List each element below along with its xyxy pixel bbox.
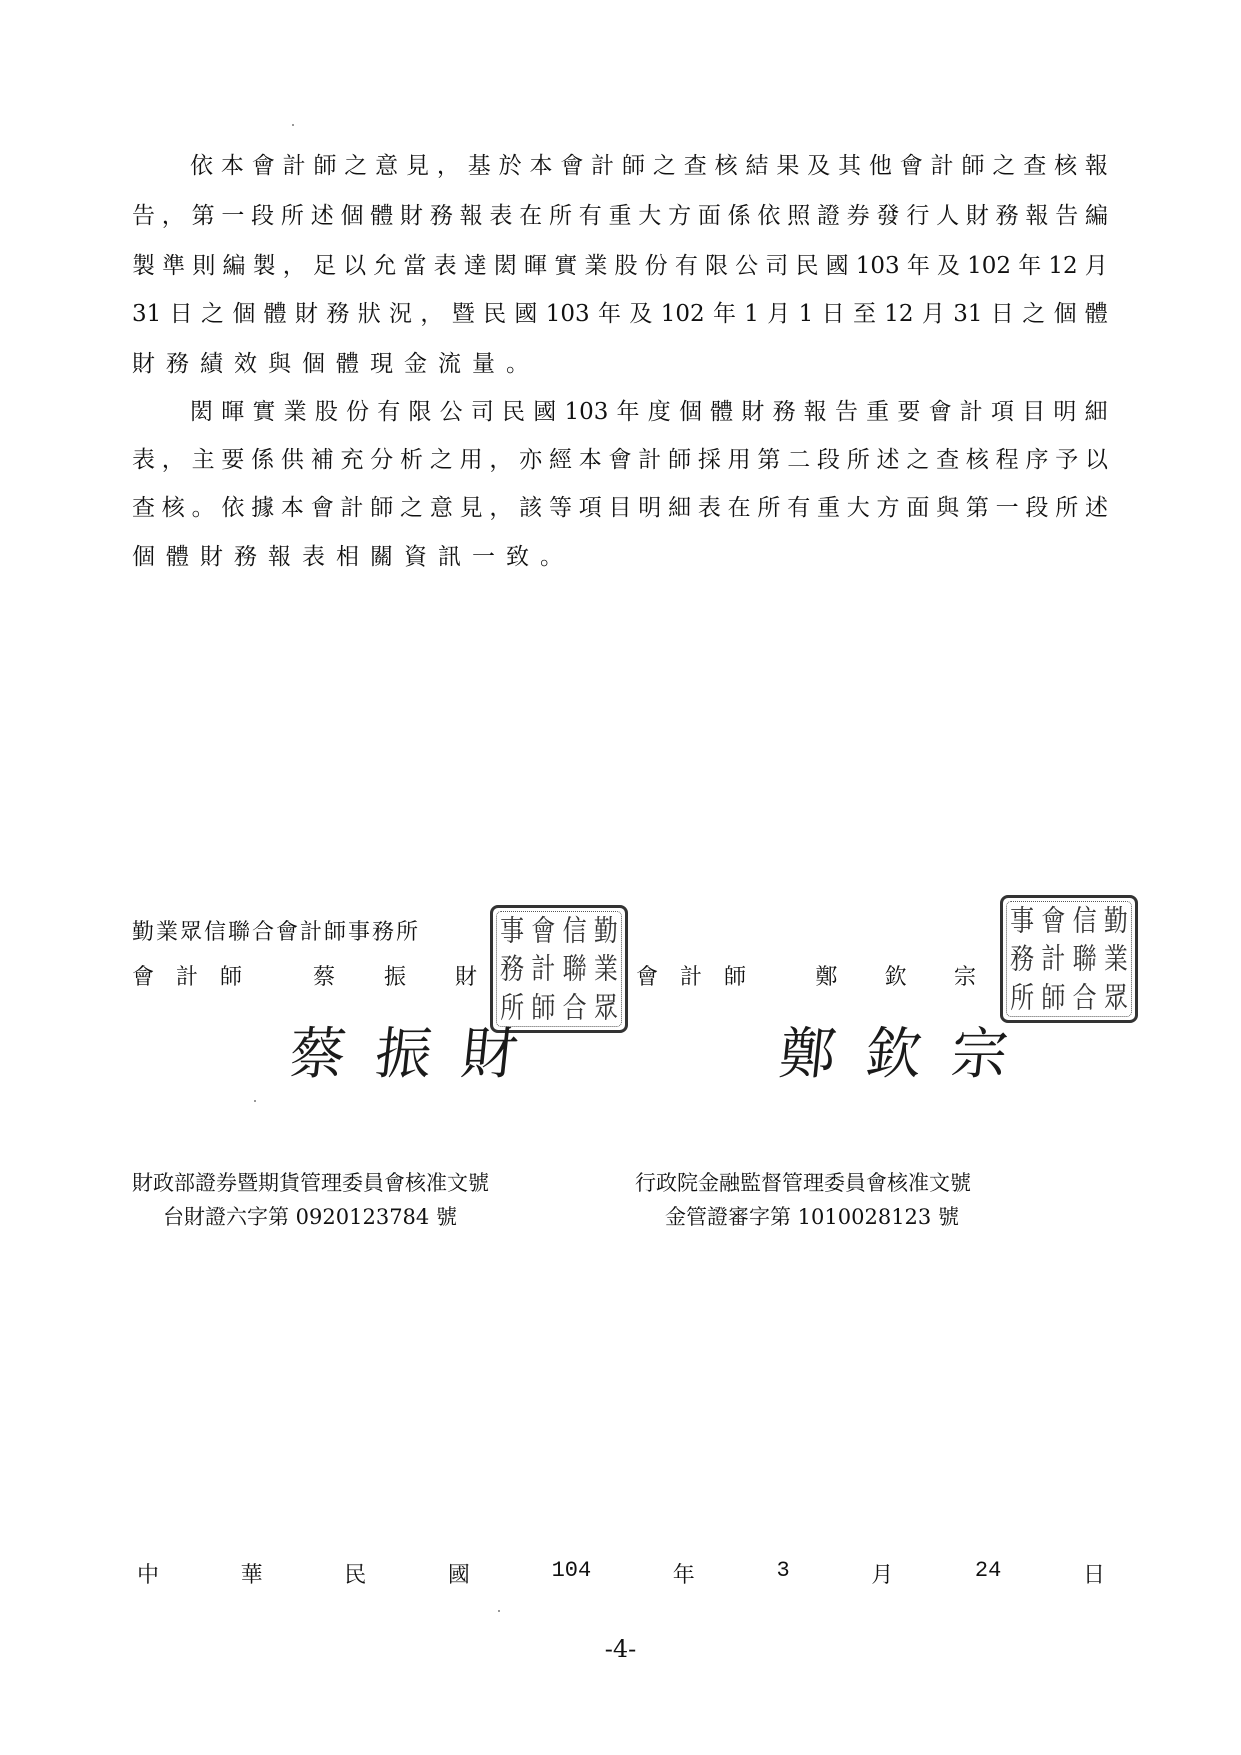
text-glyph: 會	[928, 399, 952, 425]
text-glyph: 年	[616, 399, 640, 425]
cpa1-signature: 蔡振財	[286, 1022, 551, 1087]
text-glyph: 之	[992, 153, 1016, 179]
text-glyph: 本	[220, 153, 244, 179]
text-glyph: 份	[346, 399, 370, 425]
seal-glyph: 事	[1010, 903, 1035, 938]
date-part: 民	[344, 1564, 367, 1589]
seal-glyph: 眾	[593, 990, 618, 1025]
text-glyph: 暉	[221, 399, 245, 425]
seal-glyph: 聯	[562, 952, 587, 986]
approval-authority-left: 財政部證券暨期貨管理委員會核准文號	[132, 1171, 489, 1195]
text-glyph: 況	[389, 301, 413, 327]
text-glyph: 允	[373, 253, 397, 279]
text-glyph: 師	[622, 153, 646, 179]
text-glyph: 民	[502, 399, 526, 425]
text-glyph: 序	[1025, 447, 1049, 473]
seal-glyph: 計	[1041, 942, 1066, 976]
text-glyph: 果	[776, 153, 800, 179]
text-glyph: 重	[816, 495, 840, 521]
text-glyph: 足	[312, 253, 336, 279]
text-glyph: 會	[608, 447, 632, 473]
text-glyph: 務	[429, 203, 453, 229]
text-glyph: ，	[489, 447, 513, 473]
text-glyph: 項	[990, 399, 1014, 425]
text-glyph: 狀	[357, 301, 381, 327]
paragraph1-line2	[132, 200, 1108, 232]
text-glyph: ，	[161, 447, 185, 473]
text-glyph: 所	[1055, 495, 1079, 521]
text-glyph: 。	[191, 495, 215, 521]
text-glyph: 查	[132, 495, 155, 521]
text-glyph: 以	[1085, 447, 1108, 473]
text-glyph: 計	[638, 447, 662, 473]
text-glyph: 在	[727, 495, 751, 521]
text-glyph: 實	[554, 253, 578, 279]
text-glyph: 目	[1022, 399, 1046, 425]
text-glyph: 發	[876, 203, 900, 229]
seal-glyph: 業	[1103, 942, 1128, 976]
text-glyph: 明	[1053, 399, 1077, 425]
text-glyph: 103	[855, 253, 900, 279]
text-glyph: 司	[470, 399, 494, 425]
date-part: 104	[551, 1558, 592, 1583]
text-glyph: 會	[310, 495, 334, 521]
text-glyph: 行	[906, 203, 930, 229]
text-glyph: 細	[1084, 399, 1108, 425]
text-glyph: 程	[995, 447, 1019, 473]
text-glyph: 在	[519, 203, 543, 229]
text-glyph: 1	[798, 301, 814, 327]
text-glyph: 會	[560, 153, 584, 179]
text-glyph: 業	[584, 253, 608, 279]
text-glyph: 編	[222, 253, 246, 279]
text-glyph: 則	[192, 253, 216, 279]
text-glyph: 務	[995, 203, 1019, 229]
scan-speck	[292, 124, 294, 126]
date-part: 華	[240, 1564, 263, 1589]
page-number: -4-	[604, 1635, 637, 1663]
text-glyph: 方	[668, 203, 692, 229]
text-glyph: 述	[1085, 495, 1108, 521]
text-glyph: ，	[420, 301, 444, 327]
text-glyph: 暨	[451, 301, 475, 327]
seal-glyph: 務	[500, 952, 525, 986]
text-glyph: 細	[668, 495, 692, 521]
text-glyph: 國	[825, 253, 849, 279]
text-glyph: 第	[965, 495, 989, 521]
seal-glyph: 師	[1041, 980, 1066, 1015]
text-glyph: 之	[344, 153, 368, 179]
text-glyph: 面	[906, 495, 930, 521]
text-glyph: 1	[744, 301, 759, 327]
scan-speck	[498, 1610, 500, 1612]
text-glyph: 達	[463, 253, 487, 279]
text-glyph: 表	[132, 447, 155, 473]
text-glyph: 其	[838, 153, 862, 179]
text-glyph: 師	[961, 153, 985, 179]
text-glyph: 意	[429, 495, 453, 521]
text-glyph: 國	[533, 399, 557, 425]
text-glyph: 表	[697, 495, 721, 521]
text-glyph: 準	[162, 253, 186, 279]
text-glyph: 之	[200, 301, 224, 327]
text-glyph: 查	[1023, 153, 1047, 179]
text-glyph: 之	[652, 153, 676, 179]
report-date	[137, 1558, 1105, 1589]
text-glyph: 本	[578, 447, 602, 473]
text-glyph: 股	[614, 253, 638, 279]
text-glyph: 102	[660, 301, 705, 327]
seal-glyph: 所	[1010, 980, 1035, 1015]
text-glyph: 日	[990, 301, 1014, 327]
text-glyph: 所	[548, 203, 572, 229]
text-glyph: 財	[741, 399, 765, 425]
text-glyph: 據	[251, 495, 275, 521]
text-glyph: 個	[232, 301, 256, 327]
text-glyph: 12	[1048, 253, 1078, 279]
text-glyph: 計	[959, 399, 983, 425]
date-part: 日	[1082, 1564, 1105, 1589]
text-glyph: 於	[498, 153, 522, 179]
text-glyph: 月	[767, 301, 791, 327]
text-glyph: 報	[803, 399, 827, 425]
text-glyph: 實	[252, 399, 276, 425]
text-glyph: 閎	[493, 253, 517, 279]
text-glyph: 民	[483, 301, 507, 327]
text-glyph: 體	[710, 399, 734, 425]
text-glyph: 段	[1025, 495, 1049, 521]
text-glyph: 用	[727, 447, 751, 473]
text-glyph: 亦	[519, 447, 543, 473]
text-glyph: 所	[757, 495, 781, 521]
text-glyph: 採	[697, 447, 721, 473]
text-glyph: 第	[757, 447, 781, 473]
text-glyph: 之	[429, 447, 453, 473]
text-glyph: 限	[704, 253, 728, 279]
text-glyph: 他	[868, 153, 892, 179]
text-glyph: 依	[221, 495, 245, 521]
text-glyph: 及	[936, 253, 960, 279]
text-glyph: 告	[1055, 203, 1079, 229]
text-glyph: 查	[683, 153, 707, 179]
paragraph2-line1	[190, 396, 1108, 428]
cpa2-seal	[1000, 895, 1138, 1023]
seal-glyph: 所	[500, 990, 525, 1025]
seal-glyph: 業	[593, 952, 618, 986]
text-glyph: 照	[787, 203, 811, 229]
text-glyph: 計	[591, 153, 615, 179]
scan-speck	[254, 1100, 256, 1102]
text-glyph: 暉	[524, 253, 548, 279]
text-glyph: 102	[967, 253, 1012, 279]
text-glyph: 有	[578, 203, 602, 229]
text-glyph: 核	[1054, 153, 1078, 179]
text-glyph: 月	[1084, 253, 1108, 279]
text-glyph: 明	[638, 495, 662, 521]
seal-glyph: 計	[531, 952, 556, 986]
text-glyph: 分	[370, 447, 394, 473]
text-glyph: 係	[251, 447, 275, 473]
text-glyph: 與	[936, 495, 960, 521]
text-glyph: 至	[852, 301, 876, 327]
text-glyph: 重	[608, 203, 632, 229]
text-glyph: 民	[795, 253, 819, 279]
text-glyph: 第	[191, 203, 215, 229]
text-glyph: 表	[433, 253, 457, 279]
text-glyph: 告	[834, 399, 858, 425]
text-glyph: 103	[545, 301, 590, 327]
text-glyph: 基	[467, 153, 491, 179]
text-glyph: 一	[995, 495, 1019, 521]
date-part: 國	[447, 1564, 470, 1589]
text-glyph: 當	[403, 253, 427, 279]
text-glyph: 目	[608, 495, 632, 521]
text-glyph: 限	[408, 399, 432, 425]
text-glyph: 年	[906, 253, 930, 279]
text-glyph: 會	[899, 153, 923, 179]
text-glyph: 個	[1053, 301, 1077, 327]
text-glyph: 之	[400, 495, 424, 521]
approval-number-left: 台財證六字第 0920123784 號	[163, 1205, 457, 1229]
text-glyph: 有	[674, 253, 698, 279]
text-glyph: 月	[921, 301, 945, 327]
date-part: 月	[871, 1564, 894, 1589]
text-glyph: 日	[821, 301, 845, 327]
text-glyph: 本	[280, 495, 304, 521]
text-glyph: 年	[712, 301, 736, 327]
text-glyph: 見	[406, 153, 430, 179]
text-glyph: ，	[489, 495, 513, 521]
text-glyph: 該	[519, 495, 543, 521]
seal-glyph: 事	[500, 913, 525, 948]
text-glyph: 告	[132, 203, 155, 229]
text-glyph: 證	[816, 203, 840, 229]
text-glyph: 有	[787, 495, 811, 521]
cpa1-name-char: 財	[454, 965, 477, 990]
text-glyph: 段	[251, 203, 275, 229]
text-glyph: 司	[765, 253, 789, 279]
text-glyph: 報	[1084, 153, 1108, 179]
text-glyph: 人	[936, 203, 960, 229]
seal-glyph: 聯	[1072, 942, 1097, 976]
text-glyph: 計	[930, 153, 954, 179]
text-glyph: 年	[598, 301, 621, 327]
text-glyph: 析	[400, 447, 424, 473]
cpa1-title: 會計師	[132, 965, 265, 990]
text-glyph: 意	[375, 153, 399, 179]
text-glyph: 體	[263, 301, 287, 327]
text-glyph: 務	[326, 301, 350, 327]
seal-glyph: 勤	[1103, 903, 1128, 938]
text-glyph: 財	[965, 203, 989, 229]
date-part: 年	[672, 1564, 695, 1589]
cpa1-name-char: 蔡	[312, 965, 335, 990]
text-glyph: 財	[400, 203, 424, 229]
seal-glyph: 合	[562, 990, 587, 1025]
text-glyph: 等	[548, 495, 572, 521]
text-glyph: 係	[727, 203, 751, 229]
text-glyph: 31	[953, 301, 983, 327]
text-glyph: 項	[578, 495, 602, 521]
text-glyph: 12	[884, 301, 914, 327]
text-glyph: 面	[697, 203, 721, 229]
text-glyph: 核	[965, 447, 989, 473]
cpa2-name-char: 鄭	[815, 965, 838, 990]
paragraph1-line5: 財務績效與個體現金流量。	[132, 351, 540, 377]
text-glyph: 103	[564, 399, 609, 425]
text-glyph: 用	[459, 447, 483, 473]
approval-authority-right: 行政院金融監督管理委員會核准文號	[635, 1171, 971, 1195]
text-glyph: 及	[629, 301, 653, 327]
text-glyph: 以	[343, 253, 367, 279]
text-glyph: 體	[370, 203, 394, 229]
seal-glyph: 信	[562, 913, 587, 948]
paragraph2-line4: 個體財務報表相關資訊一致。	[132, 544, 574, 570]
seal-glyph: 會	[531, 913, 556, 948]
text-glyph: ，	[161, 203, 185, 229]
text-glyph: 計	[282, 153, 306, 179]
cpa2-signature: 鄭欽宗	[776, 1022, 1041, 1087]
text-glyph: 予	[1055, 447, 1079, 473]
cpa2-title: 會計師	[636, 965, 769, 990]
text-glyph: 度	[647, 399, 671, 425]
text-glyph: 段	[816, 447, 840, 473]
text-glyph: 核	[714, 153, 738, 179]
cpa2-name-char: 欽	[884, 965, 907, 990]
seal-glyph: 師	[531, 990, 556, 1025]
approval-number-right: 金管證審字第 1010028123 號	[665, 1205, 959, 1229]
text-glyph: 師	[668, 447, 692, 473]
paragraph2-line2	[132, 444, 1108, 476]
text-glyph: 方	[876, 495, 900, 521]
text-glyph: 業	[283, 399, 307, 425]
text-glyph: 要	[221, 447, 245, 473]
cpa1-line	[132, 960, 477, 991]
text-glyph: 及	[807, 153, 831, 179]
text-glyph: 補	[310, 447, 334, 473]
text-glyph: 述	[310, 203, 334, 229]
date-part: 24	[974, 1558, 1002, 1583]
text-glyph: 之	[1022, 301, 1046, 327]
text-glyph: 表	[489, 203, 513, 229]
text-glyph: 經	[548, 447, 572, 473]
text-glyph: 閎	[190, 399, 213, 425]
text-glyph: 師	[370, 495, 394, 521]
text-glyph: 券	[846, 203, 870, 229]
text-glyph: 公	[735, 253, 759, 279]
text-glyph: 財	[295, 301, 318, 327]
date-part: 中	[137, 1564, 160, 1589]
cpa1-name-char: 振	[383, 965, 406, 990]
text-glyph: ，	[282, 253, 306, 279]
seal-glyph: 勤	[593, 913, 618, 948]
text-glyph: 充	[340, 447, 364, 473]
text-glyph: 公	[439, 399, 463, 425]
text-glyph: 股	[314, 399, 338, 425]
text-glyph: 務	[772, 399, 796, 425]
text-glyph: 之	[906, 447, 930, 473]
text-glyph: 國	[514, 301, 538, 327]
text-glyph: 報	[1025, 203, 1049, 229]
cpa2-name-char: 宗	[953, 965, 976, 990]
seal-glyph: 會	[1041, 903, 1066, 938]
text-glyph: 二	[787, 447, 811, 473]
text-glyph: 本	[529, 153, 553, 179]
paragraph1-line3	[132, 250, 1108, 282]
text-glyph: 依	[757, 203, 781, 229]
date-part: 3	[776, 1558, 790, 1583]
text-glyph: 計	[340, 495, 364, 521]
text-glyph: 要	[897, 399, 921, 425]
text-glyph: 份	[644, 253, 668, 279]
text-glyph: 31	[132, 301, 162, 327]
text-glyph: 供	[280, 447, 304, 473]
text-glyph: 依	[190, 153, 213, 179]
text-glyph: 大	[638, 203, 662, 229]
text-glyph: 編	[1085, 203, 1108, 229]
text-glyph: 所	[846, 447, 870, 473]
text-glyph: 會	[251, 153, 275, 179]
text-glyph: 述	[876, 447, 900, 473]
text-glyph: ，	[436, 153, 460, 179]
text-glyph: 大	[846, 495, 870, 521]
seal-glyph: 務	[1010, 942, 1035, 976]
text-glyph: 主	[191, 447, 215, 473]
text-glyph: 製	[132, 253, 155, 279]
paragraph1-line1	[190, 150, 1108, 182]
paragraph2-line3	[132, 492, 1108, 524]
cpa2-line	[636, 960, 976, 991]
text-glyph: 有	[377, 399, 401, 425]
seal-glyph: 合	[1072, 980, 1097, 1015]
text-glyph: 製	[252, 253, 276, 279]
seal-glyph: 信	[1072, 903, 1097, 938]
text-glyph: 體	[1084, 301, 1108, 327]
paragraph1-line4	[132, 298, 1108, 330]
text-glyph: 個	[678, 399, 702, 425]
firm-name: 勤業眾信聯合會計師事務所	[132, 920, 421, 945]
text-glyph: 年	[1018, 253, 1042, 279]
text-glyph: 師	[313, 153, 337, 179]
text-glyph: 見	[459, 495, 483, 521]
text-glyph: 日	[169, 301, 193, 327]
text-glyph: 所	[280, 203, 304, 229]
text-glyph: 個	[340, 203, 364, 229]
text-glyph: 重	[866, 399, 890, 425]
text-glyph: 核	[161, 495, 185, 521]
seal-glyph: 眾	[1103, 980, 1128, 1015]
text-glyph: 結	[745, 153, 769, 179]
text-glyph: 查	[936, 447, 960, 473]
text-glyph: 報	[459, 203, 483, 229]
text-glyph: 一	[221, 203, 245, 229]
